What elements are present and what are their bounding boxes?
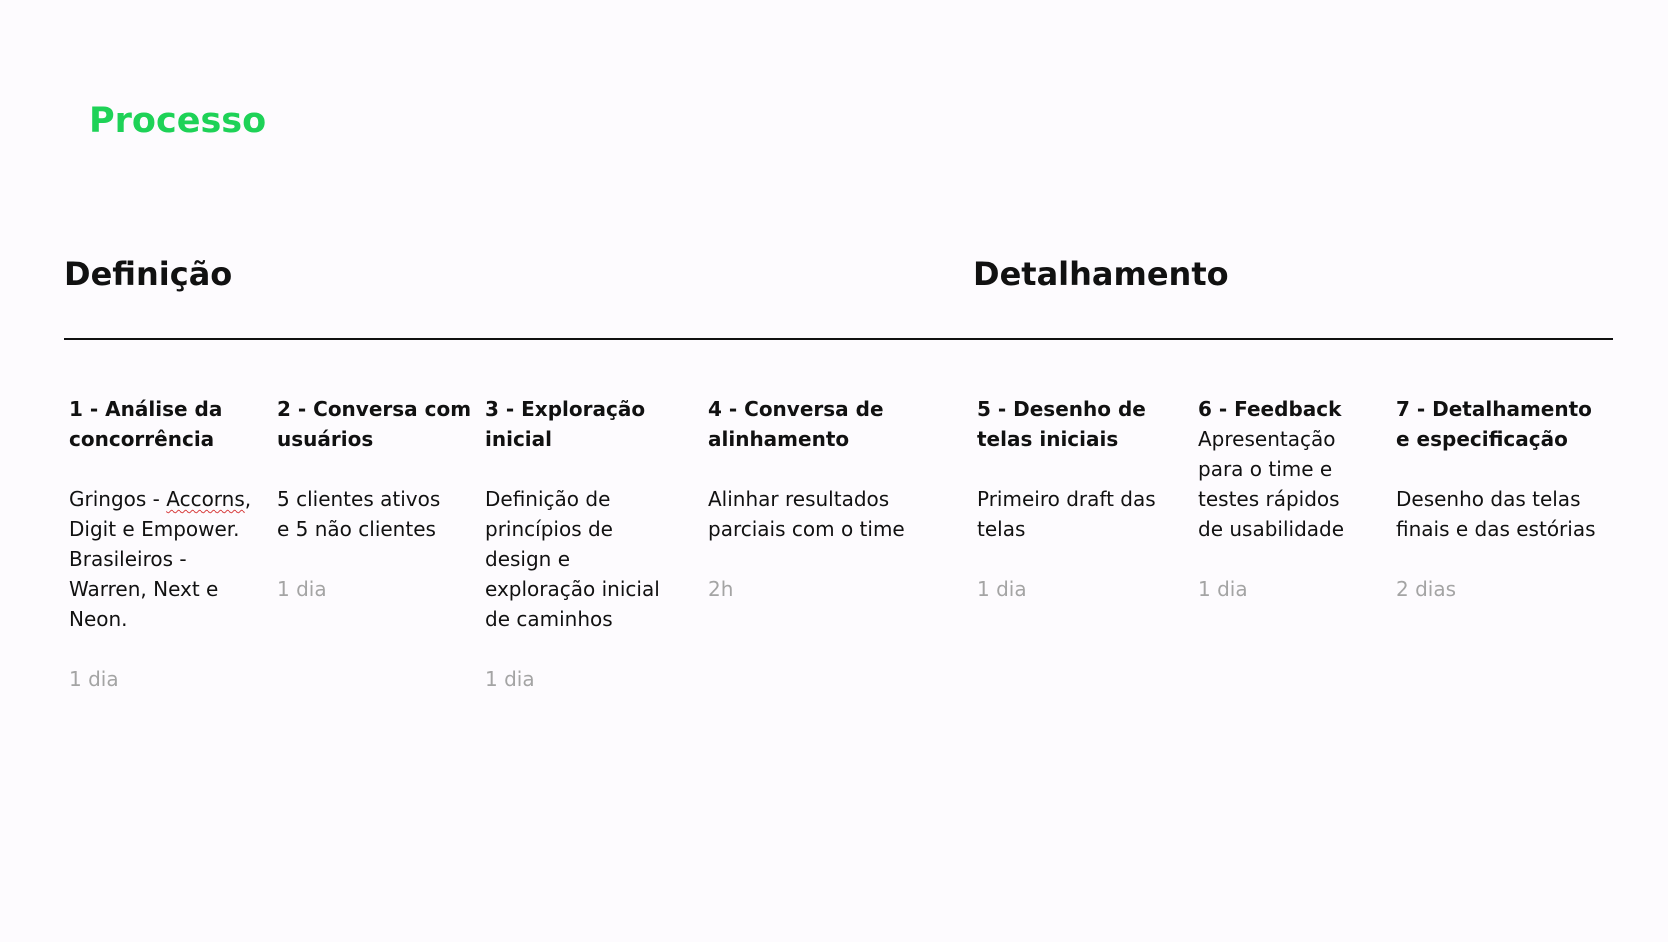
- step-4: [708, 394, 948, 604]
- step-2: [277, 394, 477, 604]
- step-description: Apresentação para o time e testes rápidos de usabilidade: [1198, 427, 1345, 541]
- step-1: [69, 394, 259, 694]
- step-description: 5 clientes ativos e 5 não clientes: [277, 487, 441, 541]
- step-duration: 1 dia: [977, 577, 1027, 601]
- step-title: 4 - Conversa de alinhamento: [708, 397, 884, 451]
- step-title: 5 - Desenho de telas iniciais: [977, 397, 1146, 451]
- step-description: Alinhar resultados parciais com o time: [708, 487, 905, 541]
- step-description: Desenho das telas finais e das estórias: [1396, 487, 1596, 541]
- step-description: Definição de princípios de design e exploração inicial de caminhos: [485, 487, 660, 631]
- step-title: 1 - Análise da concorrência: [69, 397, 223, 451]
- page-title: Processo: [89, 101, 267, 141]
- spellcheck-underlined-word: Accorns: [166, 487, 245, 511]
- step-title: 3 - Exploração inicial: [485, 397, 646, 451]
- step-title: 6 - Feedback: [1198, 397, 1342, 421]
- step-7: [1396, 394, 1646, 604]
- step-title: 2 - Conversa com usuários: [277, 397, 472, 451]
- step-duration: 2h: [708, 577, 734, 601]
- timeline-divider: [64, 338, 1613, 340]
- step-5: [977, 394, 1187, 604]
- step-3: [485, 394, 695, 694]
- step-duration: 1 dia: [69, 667, 119, 691]
- step-description: Gringos - Accorns, Digit e Empower. Brasileiros - Warren, Next e Neon.: [69, 487, 252, 631]
- step-duration: 1 dia: [485, 667, 535, 691]
- step-description: Primeiro draft das telas: [977, 487, 1156, 541]
- step-title: 7 - Detalhamento e especificação: [1396, 397, 1592, 451]
- phase-heading-detalhamento: Detalhamento: [973, 255, 1229, 293]
- step-duration: 1 dia: [1198, 577, 1248, 601]
- step-duration: 2 dias: [1396, 577, 1457, 601]
- phase-heading-definicao: Definição: [64, 255, 233, 293]
- step-6: [1198, 394, 1388, 604]
- step-duration: 1 dia: [277, 577, 327, 601]
